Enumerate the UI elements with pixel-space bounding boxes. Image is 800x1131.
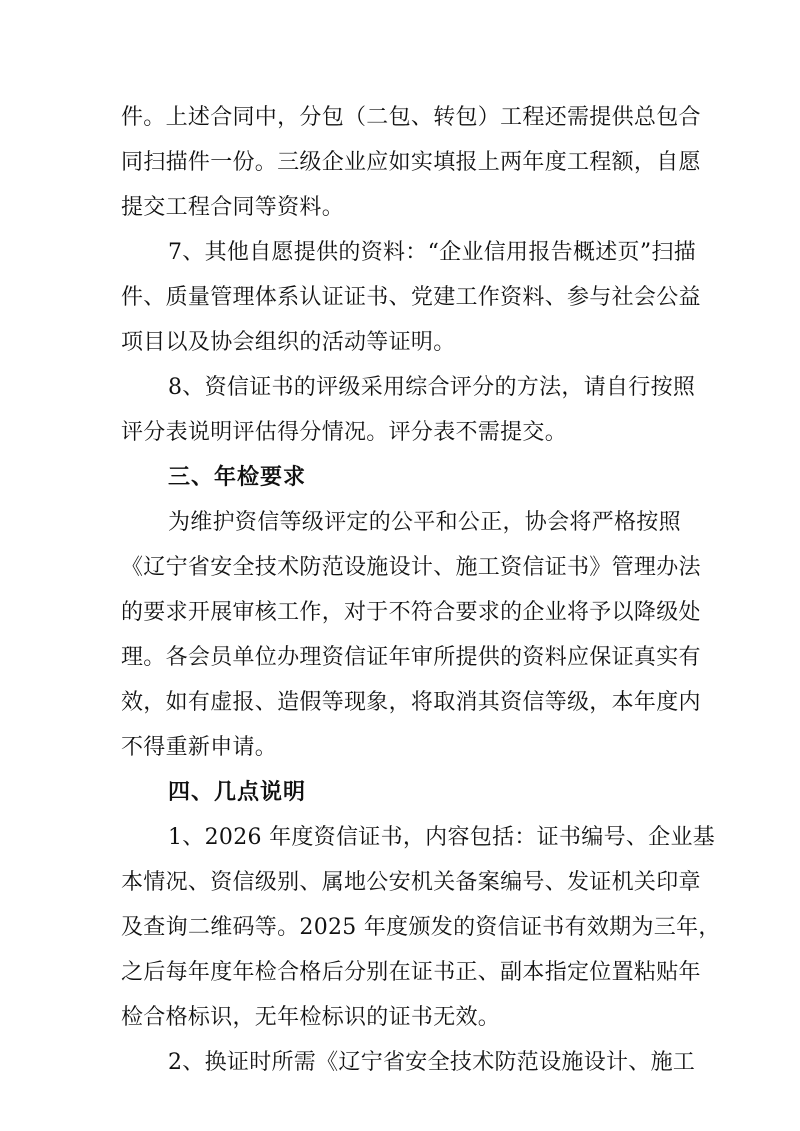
paragraph-line: 件。上述合同中，分包（二包、转包）工程还需提供总包合 — [121, 105, 701, 130]
paragraph-line: 件、质量管理体系认证证书、党建工作资料、参与社会公益 — [121, 285, 701, 310]
paragraph-line: 不得重新申请。 — [121, 735, 278, 760]
paragraph-line: 7、其他自愿提供的资料：“企业信用报告概述页”扫描 — [168, 240, 696, 265]
paragraph-line: 2、换证时所需《辽宁省安全技术防范设施设计、施工 — [168, 1050, 696, 1075]
paragraph-line: 1、2026 年度资信证书，内容包括：证书编号、企业基 — [168, 825, 716, 850]
paragraph-line: 8、资信证书的评级采用综合评分的方法，请自行按照 — [168, 375, 696, 400]
paragraph-line: 评分表说明评估得分情况。评分表不需提交。 — [121, 420, 568, 445]
paragraph-line: 提交工程合同等资料。 — [121, 195, 345, 220]
paragraph-line: 理。各会员单位办理资信证年审所提供的资料应保证真实有 — [121, 645, 701, 670]
section-heading: 四、几点说明 — [168, 780, 307, 805]
paragraph-line: 的要求开展审核工作，对于不符合要求的企业将予以降级处 — [121, 600, 701, 625]
paragraph-line: 同扫描件一份。三级企业应如实填报上两年度工程额，自愿 — [121, 150, 701, 175]
paragraph-line: 本情况、资信级别、属地公安机关备案编号、发证机关印章 — [121, 870, 701, 895]
paragraph-line: 项目以及协会组织的活动等证明。 — [121, 330, 456, 355]
paragraph-line: 及查询二维码等。2025 年度颁发的资信证书有效期为三年， — [121, 915, 721, 940]
paragraph-line: 《辽宁省安全技术防范设施设计、施工资信证书》管理办法 — [121, 555, 701, 580]
paragraph-line: 效，如有虚报、造假等现象，将取消其资信等级，本年度内 — [121, 690, 701, 715]
paragraph-line: 之后每年度年检合格后分别在证书正、副本指定位置粘贴年 — [121, 960, 701, 985]
paragraph-line: 为维护资信等级评定的公平和公正，协会将严格按照 — [168, 510, 681, 535]
paragraph-line: 检合格标识，无年检标识的证书无效。 — [121, 1005, 501, 1030]
section-heading: 三、年检要求 — [168, 465, 307, 490]
